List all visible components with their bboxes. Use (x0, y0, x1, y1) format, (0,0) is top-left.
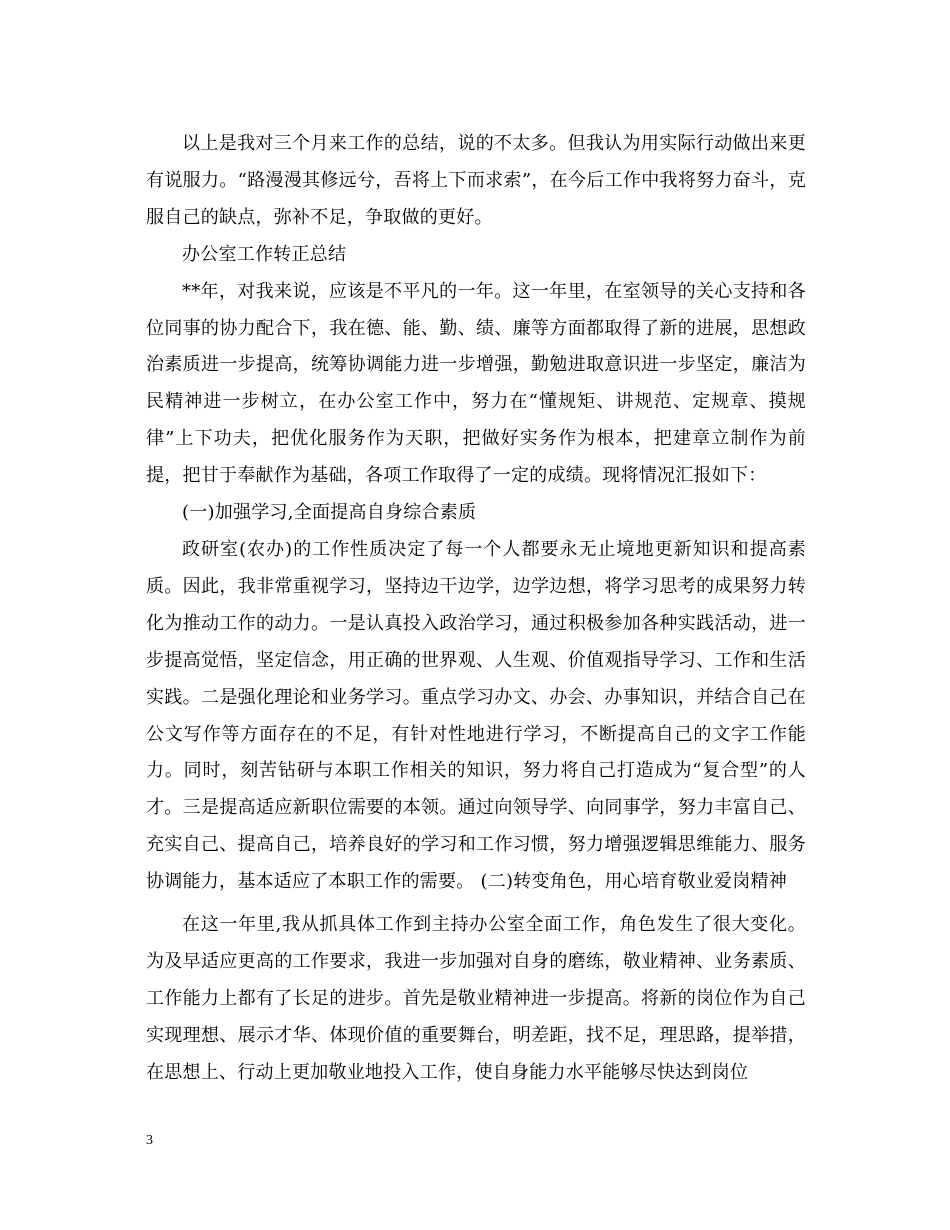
document-body (146, 126, 806, 1092)
paragraph-study: 政研室(农办)的工作性质决定了每一个人都要永无止境地更新知识和提高素质。因此，我非常重视学习，坚持边干边学，边学边想，将学习思考的成果努力转化为推动工作的动力。一是认真投入政治学习，通过积极参加各种实践活动，进一步提高觉悟，坚定信念，用正确的世界观、人生观、价值观指导学习、工作和生活实践。二是强化理论和业务学习。重点学习办文、办会、办事知识，并结合自己在公文写作等方面存在的不足，有针对性地进行学习，不断提高自己的文字工作能力。同时，刻苦钻研与本职工作相关的知识，努力将自己打造成为“复合型”的人才。三是提高适应新职位需要的本领。通过向领导学、向同事学，努力丰富自己、充实自己、提高自己，培养良好的学习和工作习惯，努力增强逻辑思维能力、服务协调能力，基本适应了本职工作的需要。 (二)转变角色，用心培育敬业爱岗精神 (146, 538, 806, 893)
paragraph-summary-closing: 以上是我对三个月来工作的总结，说的不太多。但我认为用实际行动做出来更有说服力。“路漫漫其修远兮，吾将上下而求索”，在今后工作中我将努力奋斗，克服自己的缺点，弥补不足，争取做的更好。 (146, 133, 806, 228)
section-title: 办公室工作转正总结 (182, 243, 347, 265)
subheading-study: (一)加强学习,全面提高自身综合素质 (182, 502, 477, 524)
paragraph-role-change: 在这一年里,我从抓具体工作到主持办公室全面工作，角色发生了很大变化。为及早适应更高的工作要求，我进一步加强对自身的磨练，敬业精神、业务素质、工作能力上都有了长足的进步。首先是敬业精神进一步提高。将新的岗位作为自己实现理想、展示才华、体现价值的重要舞台，明差距，找不足，理思路，提举措，在思想上、行动上更加敬业地投入工作，使自身能力水平能够尽快达到岗位 (146, 914, 806, 1083)
page-number: 3 (146, 1133, 153, 1148)
paragraph-intro: **年，对我来说，应该是不平凡的一年。这一年里，在室领导的关心支持和各位同事的协力配合下，我在德、能、勤、绩、廉等方面都取得了新的进展，思想政治素质进一步提高，统筹协调能力进一步增强，勤勉进取意识进一步坚定，廉洁为民精神进一步树立，在办公室工作中，努力在“懂规矩、讲规范、定规章、摸规律”上下功夫，把优化服务作为天职，把做好实务作为根本，把建章立制作为前提，把甘于奉献作为基础，各项工作取得了一定的成绩。现将情况汇报如下： (146, 280, 806, 487)
